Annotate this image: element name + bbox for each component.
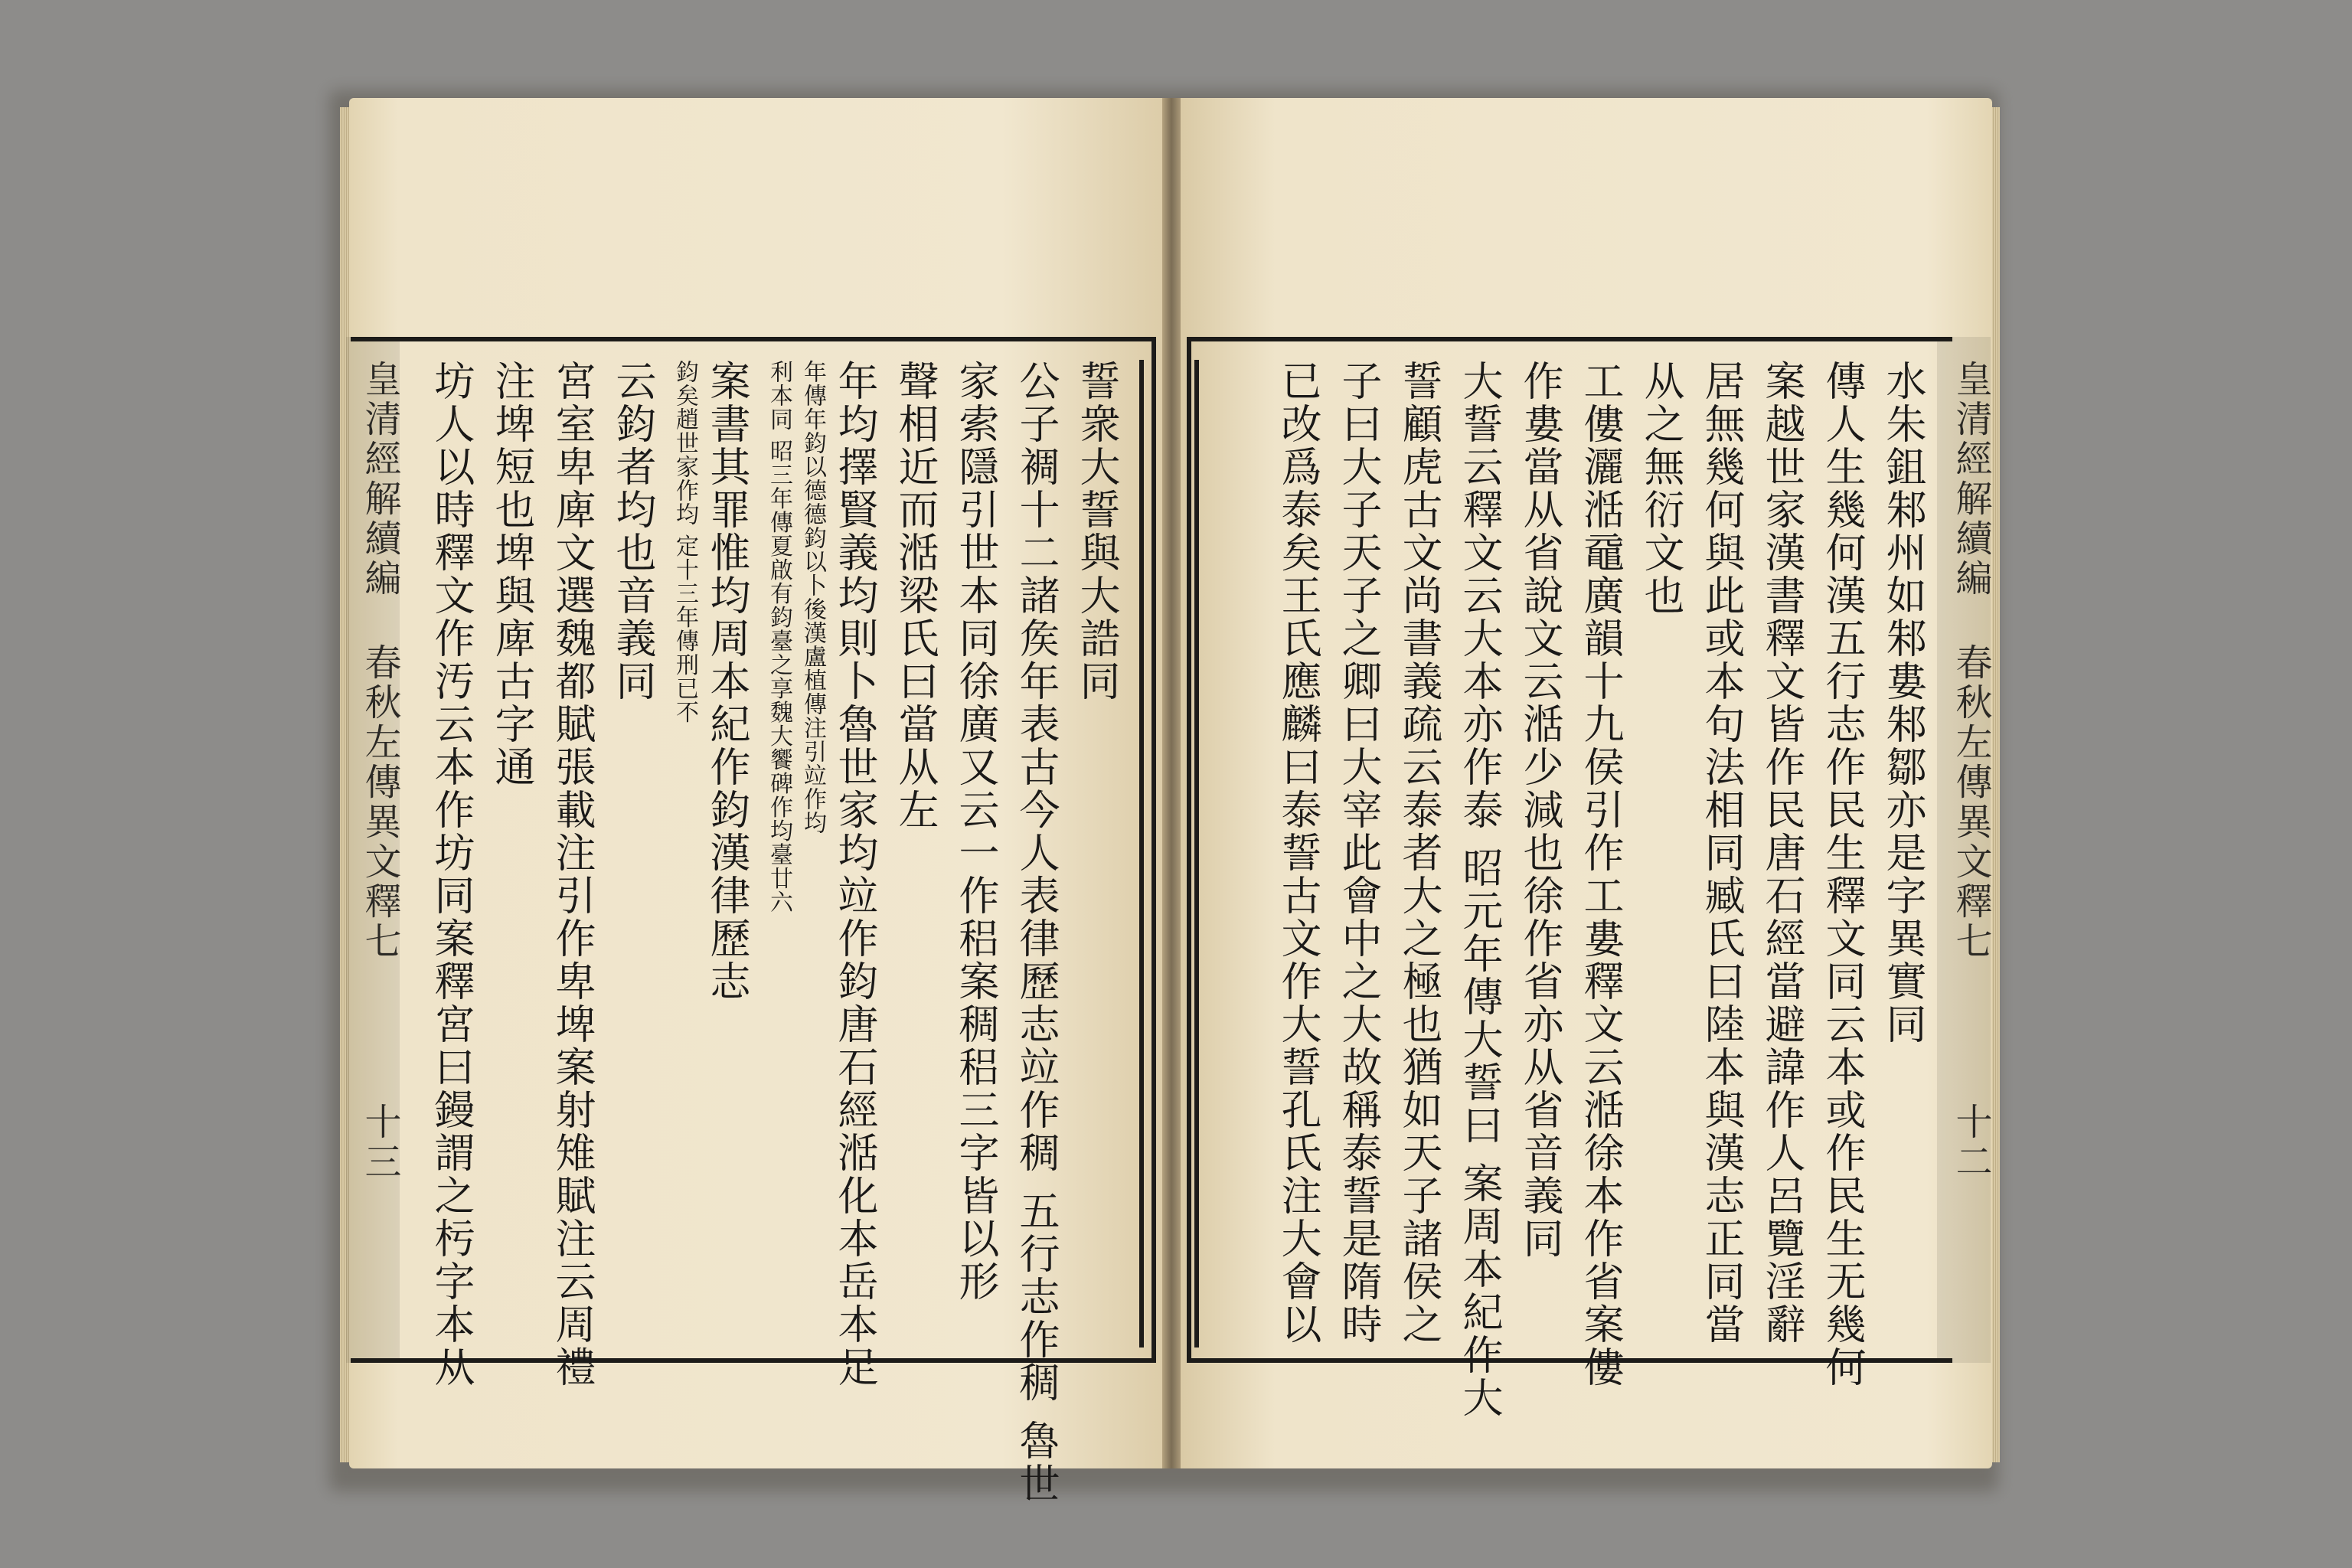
- text-column: 云鈞者均也音義同: [609, 360, 656, 703]
- text-column: 宮室卑庳文選魏都賦張載注引作卑埤案射雉賦注云周禮: [549, 360, 596, 1389]
- text-column: 工僂灑湉黿廣韻十九侯引作工婁釋文云湉徐本作省案僂: [1577, 360, 1624, 1389]
- right-margin-folio: 十二: [1949, 1102, 1992, 1182]
- right-margin-title: 皇清經解續編: [1949, 360, 1992, 599]
- text-column: 大誓云釋文云大本亦作泰 昭元年傳大誓曰 案周本紀作大: [1456, 360, 1503, 1419]
- text-column-small: 鈞矣趙世家作均 定十三年傳刑已不: [671, 360, 698, 724]
- text-column: 聲相近而湉梁氏曰當从左: [892, 360, 939, 831]
- text-column: 家索隱引世本同徐廣又云一作稆案稠稆三字皆以形: [952, 360, 999, 1303]
- text-column: 子曰大子天子之卿曰大宰此會中之大故稱泰誓是隋時: [1335, 360, 1382, 1346]
- text-column: 作婁當从省說文云湉少減也徐作省亦从省音義同: [1517, 360, 1563, 1260]
- text-column: 注埤短也埤與庳古字通: [488, 360, 535, 789]
- text-column: 坊人以時釋文作汚云本作坊同案釋宮曰鏝謂之杇字本从: [428, 360, 475, 1389]
- left-margin-folio: 十三: [358, 1102, 401, 1182]
- text-column: 誓顧虎古文尚書義疏云泰者大之極也猶如天子諸侯之: [1396, 360, 1442, 1346]
- text-column: 誓衆大誓與大誥同: [1073, 360, 1120, 703]
- book-gutter: [1162, 98, 1181, 1468]
- text-column: 案書其罪惟均周本紀作鈞漢律歷志: [704, 360, 750, 1003]
- text-column: 年均擇賢義均則卜魯世家均竝作鈞唐石經湉化本岳本足: [831, 360, 878, 1389]
- text-column: 傳人生幾何漢五行志作民生釋文同云本或作民生无幾何: [1819, 360, 1866, 1389]
- text-column: 案越世家漢書釋文皆作民唐石經當避諱作人呂覽淫辭: [1759, 360, 1805, 1346]
- text-column: 居無幾何與此或本句法相同臧氏曰陸本與漢志正同當: [1698, 360, 1745, 1346]
- text-column: 水朱鉏邾州如邾婁邾鄒亦是字異實同: [1880, 360, 1926, 1046]
- text-column: 已改爲泰矣王氏應麟曰泰誓古文作大誓孔氏注大會以: [1275, 360, 1321, 1346]
- text-column-small: 年傳年鈞以德德鈞以卜後漢盧植傳注引竝作均: [799, 360, 826, 835]
- left-margin-section: 春秋左傳異文釋七: [358, 643, 401, 962]
- right-margin-section: 春秋左傳異文釋七: [1949, 643, 1992, 962]
- text-column-small: 利本同 昭三年傳夏啟有鈞臺之享魏大饗碑作均臺廿六: [766, 360, 792, 914]
- column-divider-line: [1139, 360, 1144, 1348]
- text-column: 公子裯十二諸矦年表古今人表律歷志竝作稠 五行志作稠 魯世: [1013, 360, 1060, 1505]
- left-margin-title: 皇清經解續編: [358, 360, 401, 599]
- column-divider-line: [1194, 360, 1199, 1348]
- text-column: 从之無衍文也: [1638, 360, 1684, 617]
